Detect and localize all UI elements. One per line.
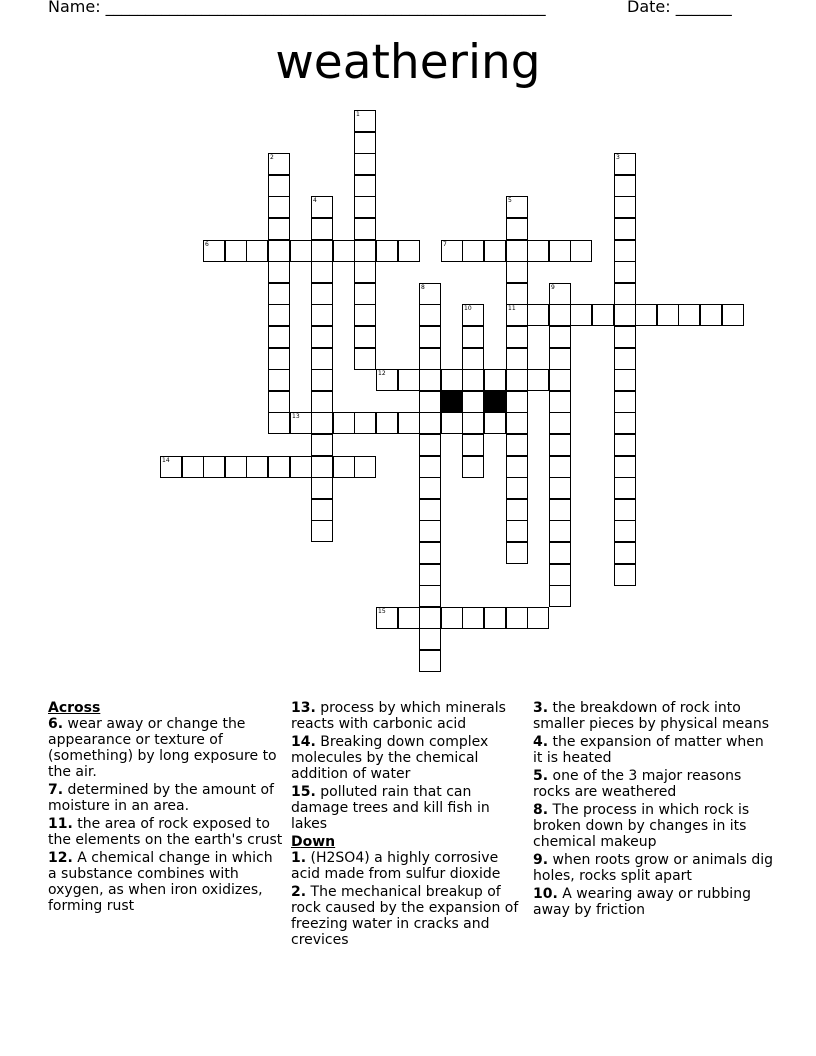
clue-item	[533, 700, 773, 732]
date-field[interactable]: Date: _______	[627, 0, 732, 16]
grid-cell[interactable]	[506, 218, 528, 240]
grid-cell[interactable]	[614, 520, 636, 542]
clue-item	[48, 816, 284, 848]
clue-text: the breakdown of rock into smaller pieces by physical means	[533, 700, 770, 732]
grid-cell[interactable]	[419, 283, 441, 305]
clue-number: 13	[292, 413, 300, 420]
grid-cell[interactable]	[419, 585, 441, 607]
grid-cell[interactable]	[419, 650, 441, 672]
grid-cell[interactable]	[549, 434, 571, 456]
grid-cell[interactable]	[290, 240, 312, 262]
clue-number-label: 3.	[533, 700, 549, 716]
grid-cell[interactable]	[268, 412, 290, 434]
clue-text: determined by the amount of moisture in an area.	[48, 782, 274, 814]
grid-cell[interactable]	[290, 412, 312, 434]
grid-cell[interactable]	[549, 369, 571, 391]
grid-cell[interactable]	[614, 434, 636, 456]
clue-number: 12	[378, 370, 386, 377]
grid-cell[interactable]	[614, 196, 636, 218]
grid-cell[interactable]	[549, 456, 571, 478]
clue-number-label: 15.	[291, 784, 316, 800]
grid-cell[interactable]	[354, 196, 376, 218]
puzzle-title: weathering	[275, 35, 541, 90]
clue-text: A chemical change in which a substance combines with oxygen, as when iron oxidizes, forming rust	[48, 850, 273, 914]
grid-cell[interactable]	[376, 607, 398, 629]
grid-cell[interactable]	[203, 456, 225, 478]
grid-cell[interactable]	[398, 607, 420, 629]
grid-cell[interactable]	[290, 456, 312, 478]
grid-cell[interactable]	[614, 240, 636, 262]
grid-cell[interactable]	[268, 153, 290, 175]
grid-cell[interactable]	[311, 477, 333, 499]
grid-cell[interactable]	[225, 456, 247, 478]
grid-cell[interactable]	[462, 348, 484, 370]
grid-cell[interactable]	[354, 412, 376, 434]
grid-cell[interactable]	[419, 520, 441, 542]
grid-cell[interactable]	[527, 304, 549, 326]
grid-cell[interactable]	[376, 369, 398, 391]
grid-cell[interactable]	[614, 218, 636, 240]
clues-column-2	[291, 700, 527, 950]
grid-cell[interactable]	[354, 153, 376, 175]
clue-number: 10	[464, 305, 472, 312]
grid-cell[interactable]	[484, 369, 506, 391]
grid-cell[interactable]	[354, 261, 376, 283]
clue-number-label: 13.	[291, 700, 316, 716]
clue-number: 5	[508, 197, 512, 204]
grid-cell[interactable]	[419, 348, 441, 370]
clue-number-label: 8.	[533, 802, 549, 818]
grid-cell[interactable]	[354, 304, 376, 326]
grid-cell[interactable]	[419, 412, 441, 434]
clue-text: The mechanical breakup of rock caused by the expansion of freezing water in cracks and crevices	[291, 884, 519, 948]
grid-cell[interactable]	[268, 283, 290, 305]
grid-cell[interactable]	[614, 175, 636, 197]
clue-number-label: 14.	[291, 734, 316, 750]
grid-cell[interactable]	[354, 218, 376, 240]
grid-cell[interactable]	[570, 304, 592, 326]
grid-cell[interactable]	[506, 326, 528, 348]
grid-cell[interactable]	[462, 434, 484, 456]
grid-cell[interactable]	[506, 542, 528, 564]
grid-cell[interactable]	[506, 434, 528, 456]
grid-cell[interactable]	[419, 542, 441, 564]
grid-cell[interactable]	[570, 240, 592, 262]
grid-cell[interactable]	[462, 326, 484, 348]
grid-cell[interactable]	[398, 412, 420, 434]
grid-cell[interactable]	[549, 412, 571, 434]
grid-cell[interactable]	[614, 153, 636, 175]
grid-cell[interactable]	[614, 412, 636, 434]
grid-cell[interactable]	[614, 326, 636, 348]
clue-item	[291, 734, 527, 782]
clue-text: process by which minerals reacts with carbonic acid	[291, 700, 506, 732]
grid-cell[interactable]	[268, 240, 290, 262]
grid-cell[interactable]	[419, 456, 441, 478]
grid-cell[interactable]	[398, 240, 420, 262]
clue-number: 7	[443, 241, 447, 248]
grid-cell[interactable]	[614, 261, 636, 283]
black-square	[441, 391, 463, 413]
clue-number: 4	[313, 197, 317, 204]
clue-text: (H2SO4) a highly corrosive acid made from sulfur dioxide	[291, 850, 501, 882]
grid-cell[interactable]	[441, 369, 463, 391]
grid-cell[interactable]	[354, 456, 376, 478]
clue-item	[291, 784, 527, 832]
grid-cell[interactable]	[614, 542, 636, 564]
clue-item	[291, 700, 527, 732]
grid-cell[interactable]	[549, 585, 571, 607]
grid-cell[interactable]	[441, 412, 463, 434]
clue-number: 6	[205, 241, 209, 248]
grid-cell[interactable]	[614, 348, 636, 370]
grid-cell[interactable]	[419, 607, 441, 629]
grid-cell[interactable]	[549, 391, 571, 413]
grid-cell[interactable]	[506, 391, 528, 413]
worksheet-header	[0, 0, 816, 24]
grid-cell[interactable]	[182, 456, 204, 478]
down-clue-list	[291, 850, 527, 948]
grid-cell[interactable]	[419, 628, 441, 650]
grid-cell[interactable]	[549, 240, 571, 262]
grid-cell[interactable]	[635, 304, 657, 326]
grid-cell[interactable]	[376, 412, 398, 434]
grid-cell[interactable]	[549, 499, 571, 521]
grid-cell[interactable]	[549, 564, 571, 586]
grid-cell[interactable]	[311, 283, 333, 305]
clue-number-label: 6.	[48, 716, 64, 732]
clue-number-label: 12.	[48, 850, 73, 866]
clue-item	[533, 886, 773, 918]
clue-text: one of the 3 major reasons rocks are weathered	[533, 768, 742, 800]
grid-cell[interactable]	[160, 456, 182, 478]
grid-cell[interactable]	[549, 304, 571, 326]
clue-text: The process in which rock is broken down by changes in its chemical makeup	[533, 802, 750, 850]
clue-text: when roots grow or animals dig holes, rocks split apart	[533, 852, 774, 884]
down-clue-list-continued	[533, 700, 773, 918]
grid-cell[interactable]	[462, 369, 484, 391]
grid-cell[interactable]	[506, 412, 528, 434]
grid-cell[interactable]	[268, 218, 290, 240]
clue-text: the area of rock exposed to the elements on the earth's crust	[48, 816, 283, 848]
clue-number-label: 4.	[533, 734, 549, 750]
clue-number: 11	[508, 305, 516, 312]
grid-cell[interactable]	[506, 348, 528, 370]
grid-cell[interactable]	[311, 412, 333, 434]
grid-cell[interactable]	[441, 240, 463, 262]
across-heading: Across	[48, 700, 101, 716]
grid-cell[interactable]	[484, 607, 506, 629]
grid-cell[interactable]	[549, 542, 571, 564]
black-square	[484, 391, 506, 413]
grid-cell[interactable]	[311, 369, 333, 391]
grid-cell[interactable]	[354, 132, 376, 154]
grid-cell[interactable]	[549, 520, 571, 542]
grid-cell[interactable]	[462, 456, 484, 478]
grid-cell[interactable]	[462, 391, 484, 413]
clue-item	[291, 850, 527, 882]
grid-cell[interactable]	[268, 456, 290, 478]
grid-cell[interactable]	[700, 304, 722, 326]
grid-cell[interactable]	[246, 456, 268, 478]
grid-cell[interactable]	[678, 304, 700, 326]
grid-cell[interactable]	[419, 326, 441, 348]
grid-cell[interactable]	[549, 283, 571, 305]
grid-cell[interactable]	[527, 240, 549, 262]
clue-item	[48, 716, 284, 780]
grid-cell[interactable]	[419, 434, 441, 456]
clue-item	[533, 852, 773, 884]
grid-cell[interactable]	[333, 456, 355, 478]
grid-cell[interactable]	[311, 520, 333, 542]
grid-cell[interactable]	[268, 369, 290, 391]
grid-cell[interactable]	[311, 218, 333, 240]
clue-number-label: 7.	[48, 782, 64, 798]
grid-cell[interactable]	[506, 477, 528, 499]
grid-cell[interactable]	[592, 304, 614, 326]
grid-cell[interactable]	[376, 240, 398, 262]
grid-cell[interactable]	[311, 196, 333, 218]
grid-cell[interactable]	[657, 304, 679, 326]
grid-cell[interactable]	[398, 369, 420, 391]
grid-cell[interactable]	[311, 348, 333, 370]
clue-text: wear away or change the appearance or texture of (something) by long exposure to the air.	[48, 716, 277, 780]
grid-cell[interactable]	[311, 391, 333, 413]
grid-cell[interactable]	[354, 283, 376, 305]
grid-cell[interactable]	[268, 261, 290, 283]
clue-text: polluted rain that can damage trees and kill fish in lakes	[291, 784, 490, 832]
grid-cell[interactable]	[311, 434, 333, 456]
grid-cell[interactable]	[419, 564, 441, 586]
clue-item	[48, 850, 284, 914]
grid-cell[interactable]	[506, 456, 528, 478]
grid-cell[interactable]	[462, 412, 484, 434]
grid-cell[interactable]	[333, 412, 355, 434]
clue-number: 2	[270, 154, 274, 161]
clues-column-3	[533, 700, 773, 920]
grid-cell[interactable]	[614, 304, 636, 326]
grid-cell[interactable]	[506, 607, 528, 629]
clue-number: 14	[162, 457, 170, 464]
clue-number-label: 5.	[533, 768, 549, 784]
grid-cell[interactable]	[268, 196, 290, 218]
clue-number-label: 10.	[533, 886, 558, 902]
grid-cell[interactable]	[527, 607, 549, 629]
grid-cell[interactable]	[354, 175, 376, 197]
grid-cell[interactable]	[506, 369, 528, 391]
grid-cell[interactable]	[549, 348, 571, 370]
clue-text: the expansion of matter when it is heated	[533, 734, 764, 766]
clue-number: 1	[356, 111, 360, 118]
across-clue-list-continued	[291, 700, 527, 832]
grid-cell[interactable]	[506, 240, 528, 262]
clue-number: 15	[378, 608, 386, 615]
clue-text: Breaking down complex molecules by the chemical addition of water	[291, 734, 489, 782]
clue-item	[291, 884, 527, 948]
grid-cell[interactable]	[354, 240, 376, 262]
down-heading: Down	[291, 834, 336, 850]
grid-cell[interactable]	[614, 564, 636, 586]
grid-cell[interactable]	[311, 304, 333, 326]
clue-item	[533, 734, 773, 766]
grid-cell[interactable]	[441, 607, 463, 629]
grid-cell[interactable]	[225, 240, 247, 262]
grid-cell[interactable]	[311, 240, 333, 262]
grid-cell[interactable]	[462, 304, 484, 326]
grid-cell[interactable]	[462, 240, 484, 262]
grid-cell[interactable]	[484, 412, 506, 434]
across-clue-list	[48, 716, 284, 914]
grid-cell[interactable]	[311, 261, 333, 283]
clue-number-label: 11.	[48, 816, 73, 832]
grid-cell[interactable]	[614, 391, 636, 413]
clue-item	[533, 802, 773, 850]
clue-item	[48, 782, 284, 814]
grid-cell[interactable]	[268, 326, 290, 348]
clue-item	[533, 768, 773, 800]
grid-cell[interactable]	[333, 240, 355, 262]
grid-cell[interactable]	[614, 477, 636, 499]
grid-cell[interactable]	[549, 326, 571, 348]
grid-cell[interactable]	[549, 477, 571, 499]
clue-number: 9	[551, 284, 555, 291]
grid-cell[interactable]	[506, 499, 528, 521]
clue-number-label: 2.	[291, 884, 307, 900]
name-field[interactable]: Name: _______________________________________________________	[48, 0, 546, 16]
grid-cell[interactable]	[268, 391, 290, 413]
grid-cell[interactable]	[506, 283, 528, 305]
clue-number-label: 9.	[533, 852, 549, 868]
grid-cell[interactable]	[419, 369, 441, 391]
grid-cell[interactable]	[462, 607, 484, 629]
grid-cell[interactable]	[354, 326, 376, 348]
grid-cell[interactable]	[354, 110, 376, 132]
grid-cell[interactable]	[311, 456, 333, 478]
clue-number: 8	[421, 284, 425, 291]
grid-cell[interactable]	[614, 369, 636, 391]
clues-column-1	[48, 700, 284, 916]
grid-cell[interactable]	[268, 304, 290, 326]
grid-cell[interactable]	[419, 391, 441, 413]
grid-cell[interactable]	[506, 196, 528, 218]
grid-cell[interactable]	[268, 348, 290, 370]
grid-cell[interactable]	[419, 304, 441, 326]
grid-cell[interactable]	[311, 326, 333, 348]
grid-cell[interactable]	[506, 261, 528, 283]
clue-number: 3	[616, 154, 620, 161]
grid-cell[interactable]	[311, 499, 333, 521]
grid-cell[interactable]	[203, 240, 225, 262]
grid-cell[interactable]	[354, 348, 376, 370]
grid-cell[interactable]	[506, 304, 528, 326]
grid-cell[interactable]	[506, 520, 528, 542]
grid-cell[interactable]	[614, 283, 636, 305]
grid-cell[interactable]	[419, 477, 441, 499]
clue-number-label: 1.	[291, 850, 307, 866]
grid-cell[interactable]	[484, 240, 506, 262]
clue-text: A wearing away or rubbing away by friction	[533, 886, 751, 918]
grid-cell[interactable]	[419, 499, 441, 521]
grid-cell[interactable]	[246, 240, 268, 262]
grid-cell[interactable]	[722, 304, 744, 326]
grid-cell[interactable]	[614, 499, 636, 521]
grid-cell[interactable]	[268, 175, 290, 197]
grid-cell[interactable]	[527, 369, 549, 391]
grid-cell[interactable]	[614, 456, 636, 478]
